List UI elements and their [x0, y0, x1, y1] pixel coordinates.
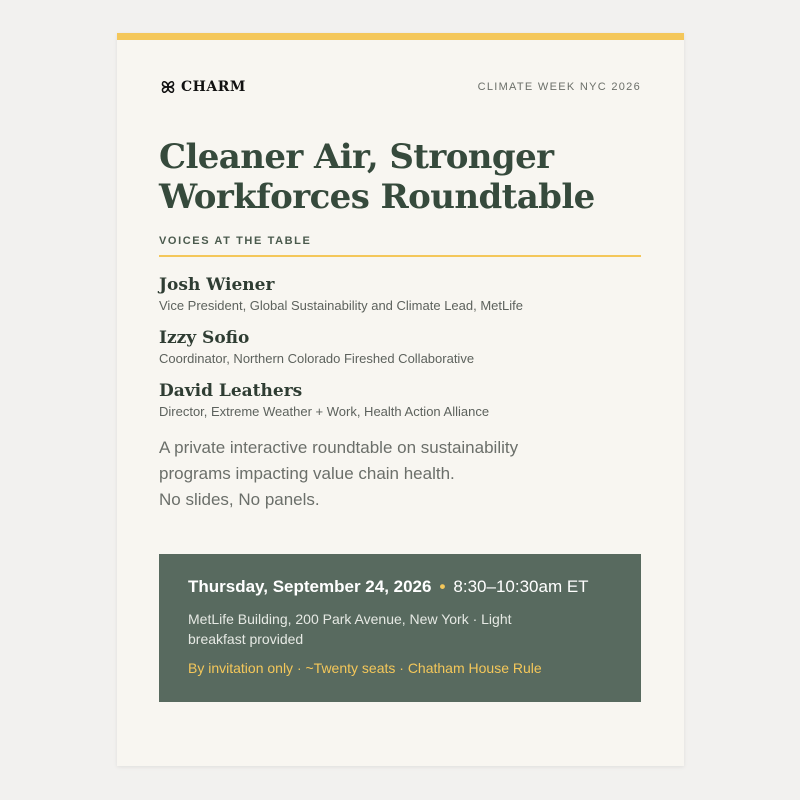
event-datetime: [188, 577, 589, 597]
event-location: MetLife Building, 200 Park Avenue, New York · Light breakfast provided: [188, 611, 512, 647]
clover-icon: [159, 78, 177, 96]
speaker-name: David Leathers: [159, 381, 303, 401]
divider: [159, 255, 641, 257]
charm-logo: [159, 78, 246, 96]
speaker-name: Josh Wiener: [159, 275, 275, 295]
event-time: 8:30–10:30am ET: [453, 577, 589, 596]
speaker-name: Izzy Sofio: [159, 328, 250, 348]
separator-dot: •: [439, 577, 446, 596]
event-access-note: By invitation only · ~Twenty seats · Chatham House Rule: [188, 660, 542, 676]
speaker-item: [159, 326, 641, 379]
speaker-role: Director, Extreme Weather + Work, Health Action Alliance: [159, 404, 490, 419]
speaker-item: [159, 379, 641, 432]
card-header: [159, 78, 641, 98]
speaker-list: [159, 273, 641, 432]
event-details-panel: [159, 554, 641, 702]
event-date: Thursday, September 24, 2026: [188, 577, 432, 596]
event-tag: CLIMATE WEEK NYC 2026: [477, 81, 641, 93]
event-description: [159, 435, 641, 513]
description-line-3: No slides, No panels.: [159, 490, 320, 509]
description-line-2: programs impacting value chain health.: [159, 464, 455, 483]
invitation-card: [117, 33, 684, 766]
speaker-item: [159, 273, 641, 326]
title-line-2: Workforces Roundtable: [159, 177, 595, 217]
speaker-role: Coordinator, Northern Colorado Fireshed Collaborative: [159, 351, 475, 366]
page-title: [159, 137, 641, 217]
logo-wordmark: CHARM: [181, 79, 246, 95]
title-line-1: Cleaner Air, Stronger: [159, 137, 554, 177]
description-line-1: A private interactive roundtable on sustainability: [159, 438, 519, 457]
section-label: VOICES AT THE TABLE: [159, 235, 312, 247]
speaker-role: Vice President, Global Sustainability and Climate Lead, MetLife: [159, 298, 523, 313]
card-content: [159, 33, 641, 766]
